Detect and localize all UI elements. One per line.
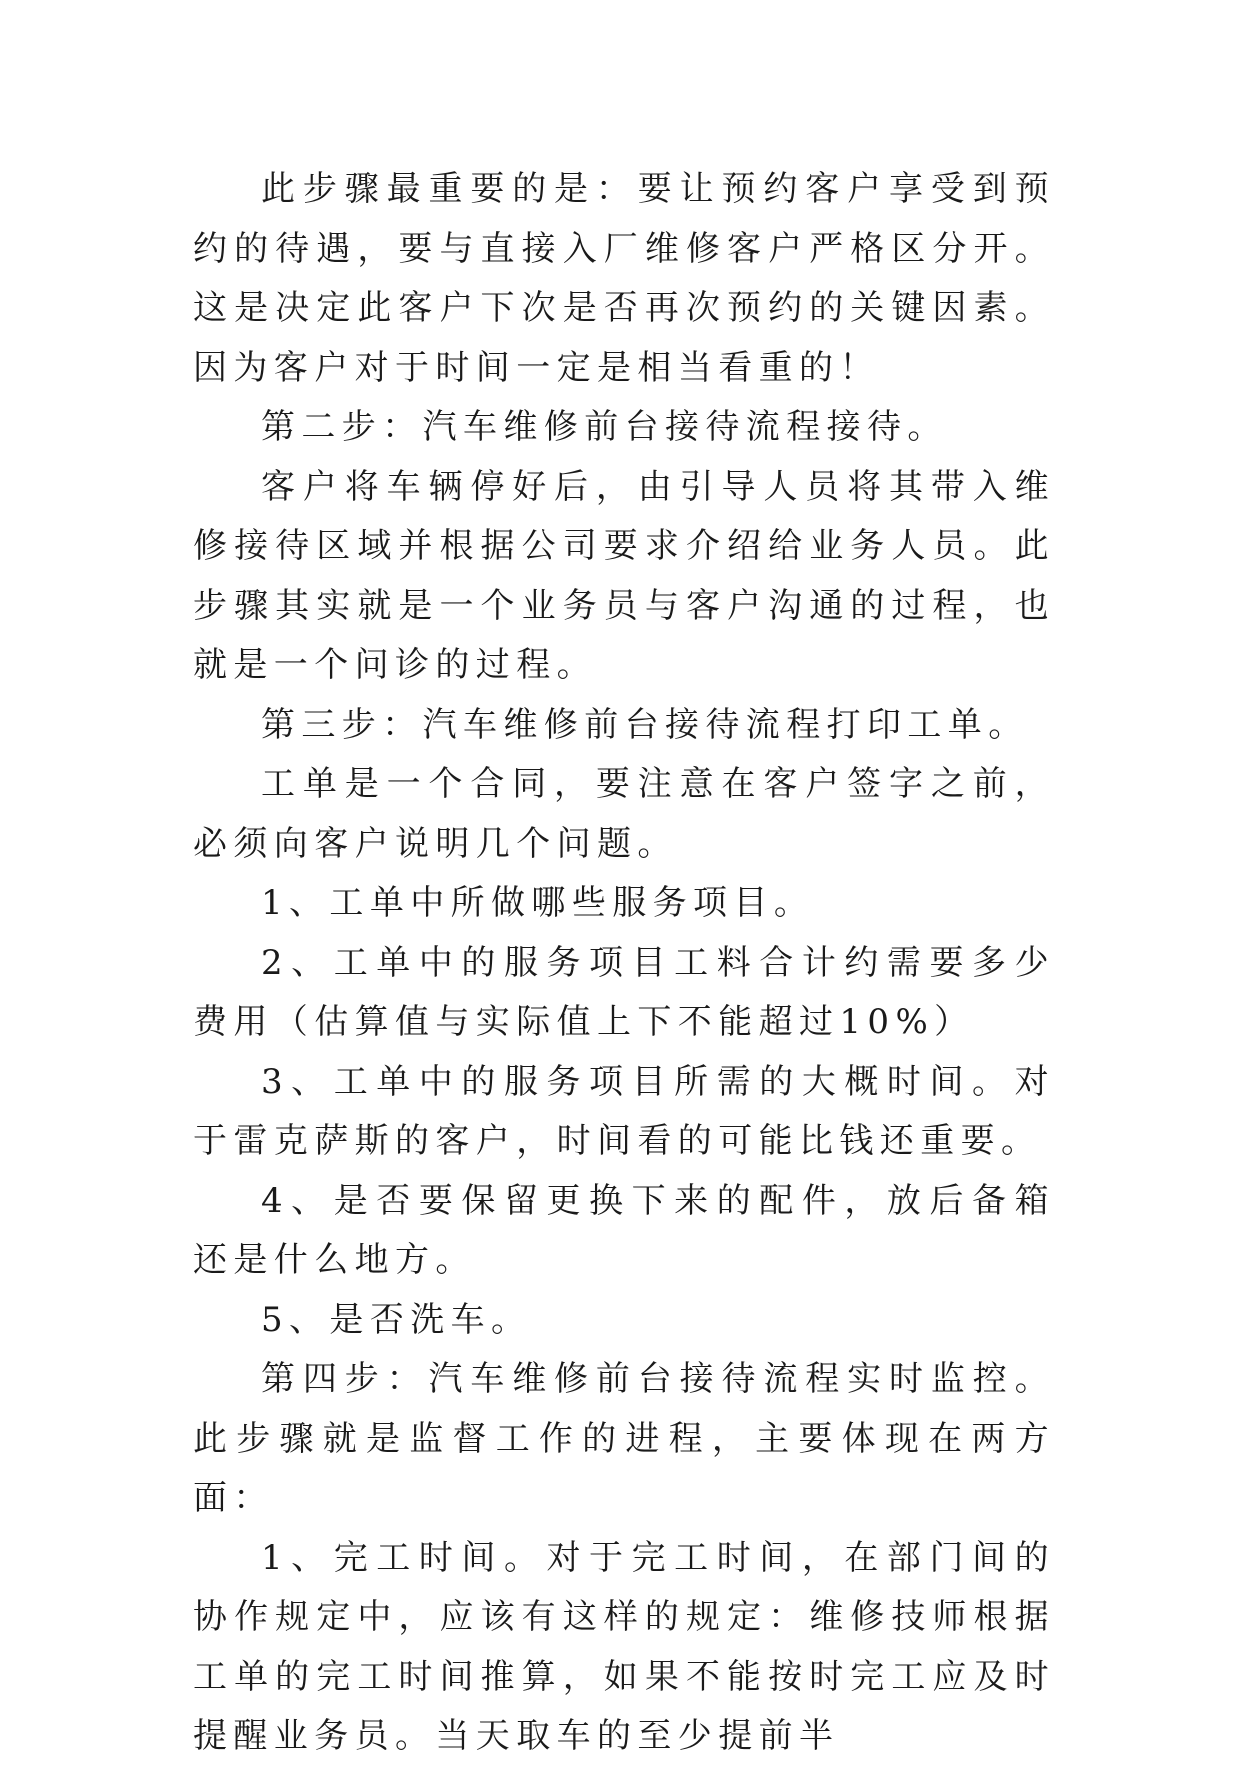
- paragraph-step-three-heading: 第三步：汽车维修前台接待流程打印工单。: [261, 704, 1029, 745]
- paragraph-step-three-body: 工单是一个合同，要注意在客户签字之前，必须向客户说明几个问题。: [193, 764, 1055, 864]
- list-item-1: 1、工单中所做哪些服务项目。: [261, 883, 815, 923]
- list-item-5: 5、是否洗车。: [261, 1299, 532, 1340]
- list-item-4: 4、是否要保留更换下来的配件，放后备箱还是什么地方。: [193, 1180, 1055, 1280]
- paragraph-step-four-item-1: 1、完工时间。对于完工时间，在部门间的协作规定中，应该有这样的规定：维修技师根据工单的完工时间推算，如果不能按时完工应及时提醒业务员。当天取车的至少提前半: [193, 1537, 1055, 1756]
- paragraph-intro-importance: 此步骤最重要的是：要让预约客户享受到预约的待遇，要与直接入厂维修客户严格区分开。这是决定此客户下次是否再次预约的关键因素。因为客户对于时间一定是相当看重的！: [193, 169, 1055, 388]
- paragraph-step-two-body: 客户将车辆停好后，由引导人员将其带入维修接待区域并根据公司要求介绍给业务人员。此步骤其实就是一个业务员与客户沟通的过程，也就是一个问诊的过程。: [193, 466, 1055, 685]
- paragraph-step-two-heading: 第二步：汽车维修前台接待流程接待。: [261, 407, 948, 447]
- list-item-3: 3、工单中的服务项目所需的大概时间。对于雷克萨斯的客户，时间看的可能比钱还重要。: [193, 1061, 1055, 1161]
- paragraph-step-four-heading: 第四步：汽车维修前台接待流程实时监控。此步骤就是监督工作的进程，主要体现在两方面：: [193, 1359, 1055, 1518]
- document-body: [193, 160, 1055, 1767]
- list-item-2: 2、工单中的服务项目工料合计约需要多少费用（估算值与实际值上下不能超过10%）: [193, 942, 1055, 1042]
